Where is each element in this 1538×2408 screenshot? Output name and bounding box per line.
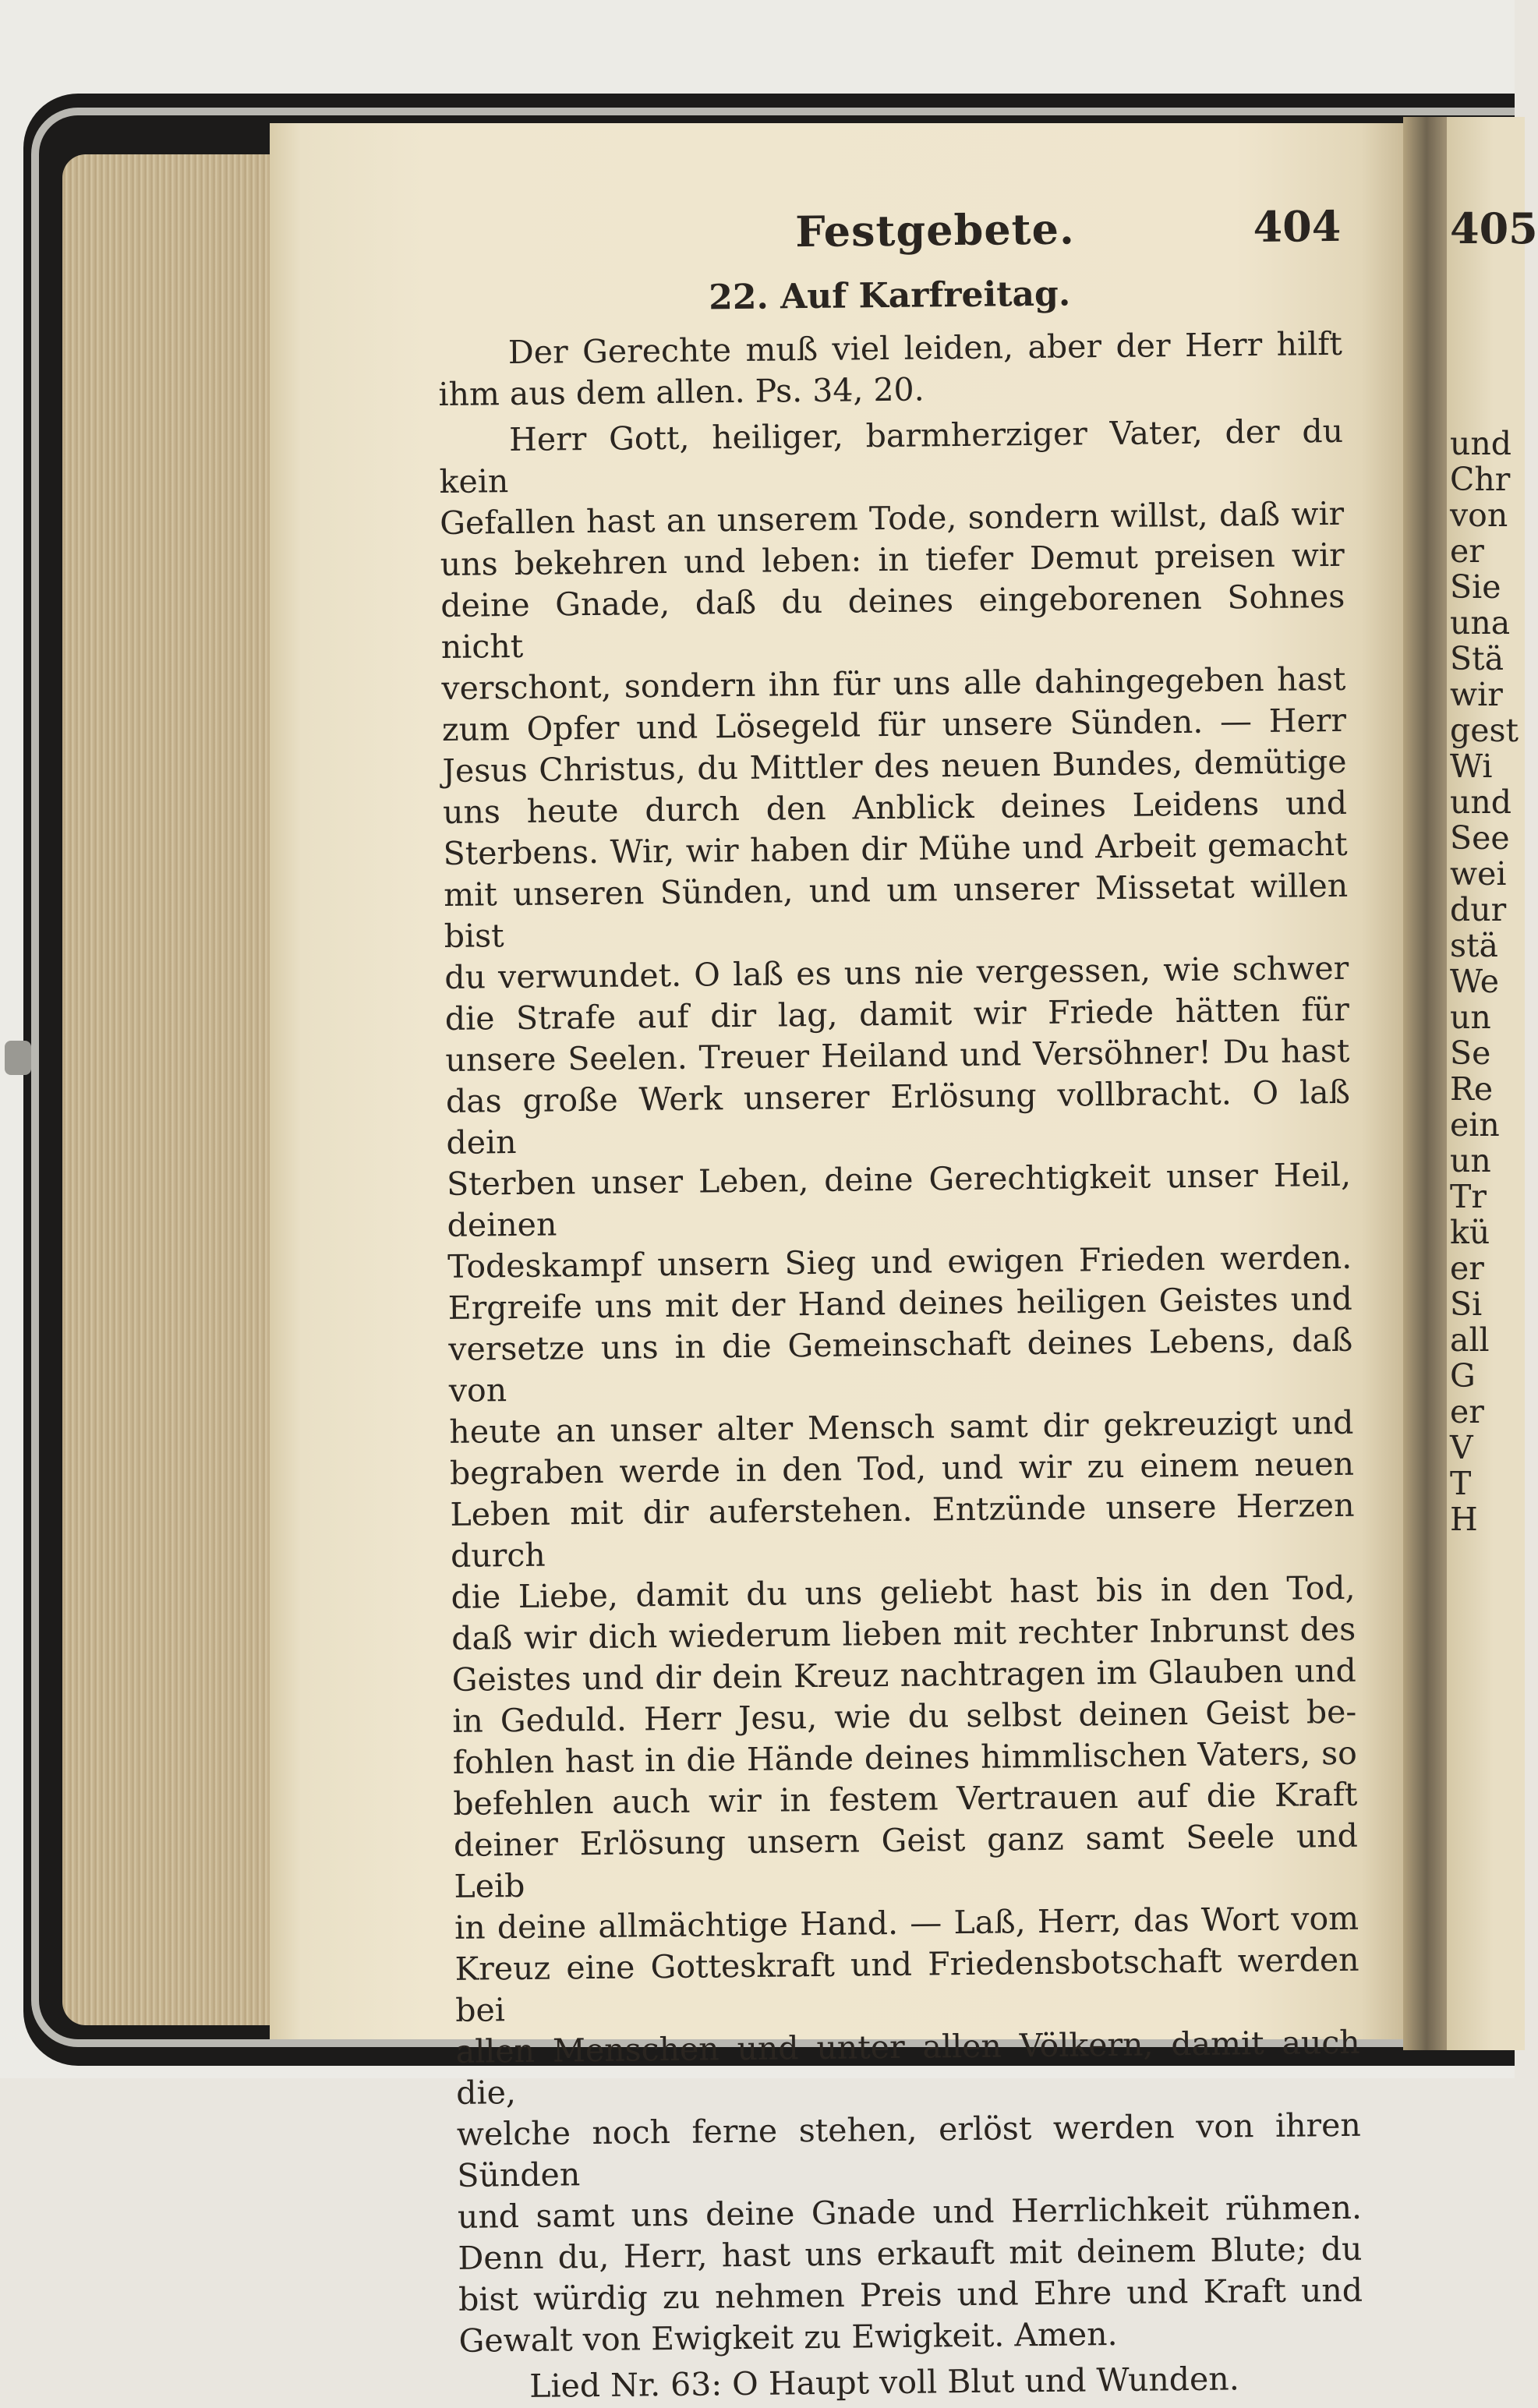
next-page-line-fragment: See xyxy=(1450,819,1510,857)
epigraph xyxy=(438,324,1343,415)
clasp-icon xyxy=(5,1041,31,1075)
page-header xyxy=(437,201,1342,273)
prayer-line: Sterben unser Leben, deine Gerechtigkeit unser Heil, deinen xyxy=(446,1155,1352,1244)
next-page-line-fragment: stä xyxy=(1450,927,1498,964)
next-page-line-fragment: kü xyxy=(1450,1214,1490,1251)
next-page-line-fragment: H xyxy=(1450,1501,1478,1538)
next-page-line-fragment: von xyxy=(1450,497,1508,534)
prayer-line: heute an unser alter Mensch samt dir gekreuzigt und xyxy=(449,1403,1354,1451)
next-page-line-fragment: T xyxy=(1450,1465,1472,1502)
next-page-line-fragment: wei xyxy=(1450,855,1507,893)
next-page-line-fragment: Tr xyxy=(1450,1178,1487,1215)
prayer-line: und samt uns deine Gnade und Herrlichkeit rühmen. xyxy=(457,2188,1363,2236)
next-page-fragment xyxy=(1450,203,1538,1538)
prayer-line: Gewalt von Ewigkeit zu Ewigkeit. Amen. xyxy=(458,2315,1118,2360)
next-page-number: 405 xyxy=(1450,203,1538,253)
prayer-line: Denn du, Herr, hast uns erkauft mit deinem Blute; du xyxy=(458,2229,1363,2277)
prayer-line: die Strafe auf dir lag, damit wir Friede hätten für xyxy=(444,990,1350,1038)
prayer-line: Ergreife uns mit der Hand deines heiligen Geistes und xyxy=(447,1279,1352,1327)
prayer-line: deiner Erlösung unsern Geist ganz samt Seele und Leib xyxy=(453,1816,1359,1905)
next-page-line-fragment: wir xyxy=(1450,676,1503,713)
prayer-line: daß wir dich wiederum lieben mit rechter Inbrunst des xyxy=(451,1610,1356,1657)
prayer-line: bist würdig zu nehmen Preis und Ehre und Kraft und xyxy=(458,2271,1363,2318)
prayer-line: Herr Gott, heiliger, barmherziger Vater, der du kein xyxy=(439,412,1344,500)
prayer-line: Sterbens. Wir, wir haben dir Mühe und Arbeit gemacht xyxy=(443,825,1348,872)
prayer-line: in Geduld. Herr Jesu, wie du selbst deinen Geist be- xyxy=(452,1692,1357,1740)
page-text-block xyxy=(437,201,1363,2408)
next-page-line-fragment: una xyxy=(1450,604,1511,642)
prayer-line: in deine allmächtige Hand. — Laß, Herr, das Wort vom xyxy=(454,1899,1359,1947)
prayer-line: zum Opfer und Lösegeld für unsere Sünden. — Herr xyxy=(441,701,1347,748)
prayer-line: deine Gnade, daß du deines eingeborenen Sohnes nicht xyxy=(440,577,1345,666)
next-page-line-fragment: Wi xyxy=(1450,748,1493,785)
next-page-line-fragment: un xyxy=(1450,999,1491,1036)
next-page-line-fragment: gest xyxy=(1450,712,1519,749)
prayer-line: Kreuz eine Gotteskraft und Friedensbotschaft werden bei xyxy=(454,1940,1359,2029)
next-page-line-fragment: ein xyxy=(1450,1106,1500,1144)
hymn-reference: Lied Nr. 63: O Haupt voll Blut und Wunden. xyxy=(529,2360,1239,2405)
prayer-line: uns heute durch den Anblick deines Leidens und xyxy=(442,783,1348,831)
prayer-line: versetze uns in die Gemeinschaft deines Lebens, daß von xyxy=(448,1321,1353,1409)
book-gutter xyxy=(1403,117,1450,2050)
prayer-line: begraben werde in den Tod, und wir zu einem neuen xyxy=(449,1444,1355,1492)
prayer-line: unsere Seelen. Treuer Heiland und Versöhner! Du hast xyxy=(445,1031,1350,1079)
next-page-line-fragment: und xyxy=(1450,425,1512,462)
prayer-line: befehlen auch wir in festem Vertrauen auf die Kraft xyxy=(453,1775,1358,1823)
next-page-line-fragment: Re xyxy=(1450,1070,1494,1108)
page-edges xyxy=(62,154,271,2025)
page-number: 404 xyxy=(1253,200,1342,253)
next-page-line-fragment: Stä xyxy=(1450,640,1504,677)
next-page-line-fragment: Se xyxy=(1450,1034,1491,1072)
prayer-line: fohlen hast in die Hände deines himmlischen Vaters, so xyxy=(452,1734,1358,1781)
prayer-line: die Liebe, damit du uns geliebt hast bis in den Tod, xyxy=(451,1568,1356,1616)
next-page-line-fragment: all xyxy=(1450,1321,1490,1359)
prayer-line: verschont, sondern ihn für uns alle dahingegeben hast xyxy=(441,659,1346,707)
next-page-line-fragment: Chr xyxy=(1450,461,1511,498)
prayer-line: Geistes und dir dein Kreuz nachtragen im Glauben und xyxy=(451,1651,1356,1699)
next-page-line-fragment: Sie xyxy=(1450,568,1501,606)
next-page-line-fragment: er xyxy=(1450,532,1484,570)
epigraph-line: Der Gerechte muß viel leiden, aber der Herr hilft xyxy=(507,324,1343,372)
epigraph-line: ihm aus dem allen. Ps. 34, 20. xyxy=(438,370,925,413)
next-page-line-fragment: We xyxy=(1450,963,1500,1000)
next-page-line-fragment: Si xyxy=(1450,1285,1483,1323)
prayer-line: Jesus Christus, du Mittler des neuen Bundes, demütige xyxy=(442,742,1347,790)
prayer-line: mit unseren Sünden, und um unserer Missetat willen bist xyxy=(443,866,1349,955)
prayer-text xyxy=(439,411,1363,2362)
prayer-line: uns bekehren und leben: in tiefer Demut preisen wir xyxy=(440,536,1345,583)
prayer-line: Gefallen hast an unserem Tode, sondern willst, daß wir xyxy=(439,494,1345,542)
next-page-line-fragment: er xyxy=(1450,1250,1484,1287)
prayer-line: Leben mit dir auferstehen. Entzünde unsere Herzen durch xyxy=(450,1486,1355,1575)
prayer-line: du verwundet. O laß es uns nie vergessen, wie schwer xyxy=(444,949,1349,996)
prayer-line: welche noch ferne stehen, erlöst werden von ihren Sünden xyxy=(456,2106,1362,2194)
prayer-line: allen Menschen und unter allen Völkern, damit auch die, xyxy=(455,2023,1360,2112)
section-title: 22. Auf Karfreitag. xyxy=(708,274,1071,318)
next-page-line-fragment: dur xyxy=(1450,891,1507,928)
next-page-line-fragment: und xyxy=(1450,783,1512,821)
next-page-line-fragment: G xyxy=(1450,1357,1476,1395)
running-head: Festgebete. xyxy=(794,203,1076,257)
next-page-line-fragment: er xyxy=(1450,1393,1484,1430)
prayer-line: Todeskampf unsern Sieg und ewigen Frieden werden. xyxy=(447,1238,1352,1285)
next-page-line-fragment: V xyxy=(1450,1429,1473,1466)
prayer-line: das große Werk unserer Erlösung vollbracht. O laß dein xyxy=(445,1073,1351,1162)
next-page-line-fragment: un xyxy=(1450,1142,1491,1179)
